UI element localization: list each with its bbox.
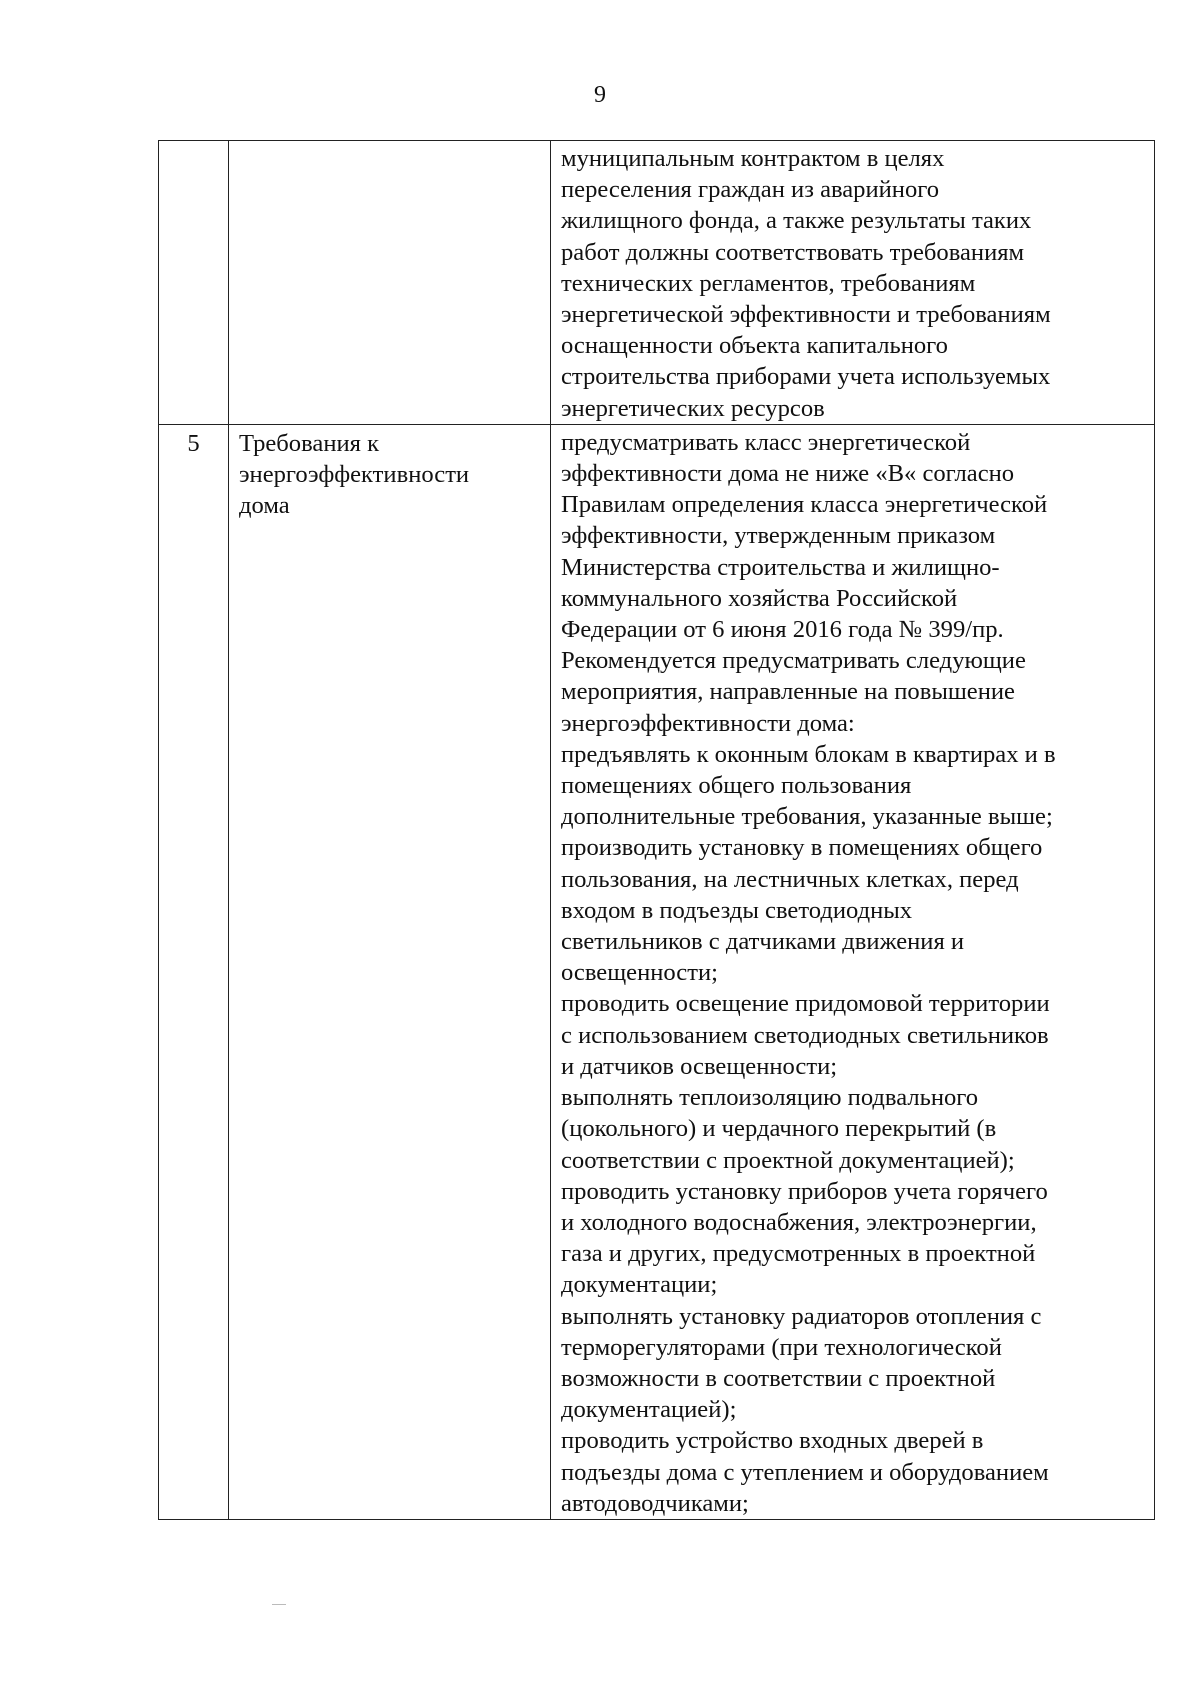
requirement-text-line: с использованием светодиодных светильников	[561, 1021, 1049, 1049]
row-number-cell: 5	[159, 424, 229, 1519]
requirement-text-line: Правилам определения класса энергетической	[561, 491, 1048, 519]
requirement-text-line: дополнительные требования, указанные выше;	[561, 803, 1053, 831]
requirement-text-line: светильников с датчиками движения и	[561, 928, 965, 956]
requirement-text-line: коммунального хозяйства Российской	[561, 584, 958, 612]
requirement-text-line: Рекомендуется предусматривать следующие	[561, 647, 1026, 675]
requirement-text-line: газа и других, предусмотренных в проектной	[561, 1240, 1036, 1268]
requirement-text-line: терморегуляторами (при технологической	[561, 1333, 1002, 1361]
requirement-text-line: энергетической эффективности и требованиям	[561, 301, 1051, 329]
requirement-text-line: энергоэффективности дома:	[561, 709, 855, 737]
requirement-title-cell	[229, 141, 551, 425]
requirement-text-line: возможности в соответствии с проектной	[561, 1364, 996, 1392]
requirement-text-line: проводить устройство входных дверей в	[561, 1427, 984, 1455]
requirement-text-line: эффективности, утвержденным приказом	[561, 522, 996, 550]
requirement-text-line: входом в подъезды светодиодных	[561, 896, 913, 924]
requirement-text-line: автодоводчиками;	[561, 1489, 749, 1517]
scan-artifact	[272, 1604, 286, 1605]
requirement-text-line: и холодного водоснабжения, электроэнергии,	[561, 1208, 1037, 1236]
requirement-text-line: и датчиков освещенности;	[561, 1052, 838, 1080]
requirement-title-cell	[229, 424, 551, 1519]
requirement-text-line: муниципальным контрактом в целях	[561, 145, 945, 172]
requirement-text-line: производить установку в помещениях общего	[561, 834, 1043, 862]
requirement-text-line: пользования, на лестничных клетках, перед	[561, 865, 1019, 893]
requirement-title-line: дома	[239, 492, 290, 520]
row-number-cell	[159, 141, 229, 425]
requirement-title-line: энергоэффективности	[239, 461, 470, 489]
table-row	[159, 424, 1155, 1519]
requirement-text-line: проводить освещение придомовой территории	[561, 990, 1050, 1018]
requirement-text-line: предусматривать класс энергетической	[561, 428, 971, 456]
requirement-text-line: соответствии с проектной документацией);	[561, 1146, 1015, 1174]
requirement-text-cell	[551, 424, 1155, 1519]
requirement-text-line: жилищного фонда, а также результаты таких	[561, 207, 1032, 235]
page-number: 9	[594, 82, 606, 108]
requirement-text-line: Федерации от 6 июня 2016 года № 399/пр.	[561, 616, 1004, 644]
requirement-text-cell	[551, 141, 1155, 425]
requirement-text-line: проводить установку приборов учета горячего	[561, 1177, 1048, 1205]
requirement-text-line: оснащенности объекта капитального	[561, 332, 948, 360]
requirement-title-line: Требования к	[239, 429, 380, 457]
requirement-text-line: работ должны соответствовать требованиям	[561, 238, 1025, 266]
requirement-text-line: предъявлять к оконным блокам в квартирах и в	[561, 740, 1056, 768]
requirement-text-line: строительства приборами учета используемых	[561, 363, 1051, 391]
requirement-text-line: выполнять теплоизоляцию подвального	[561, 1084, 979, 1112]
requirement-text-line: (цокольного) и чердачного перекрытий (в	[561, 1115, 997, 1143]
requirement-text-line: технических регламентов, требованиям	[561, 269, 976, 297]
requirement-text-line: мероприятия, направленные на повышение	[561, 678, 1015, 706]
table-row	[159, 141, 1155, 425]
requirement-text-line: документацией);	[561, 1396, 737, 1424]
requirement-text-line: подъезды дома с утеплением и оборудованием	[561, 1458, 1049, 1486]
requirement-text-line: освещенности;	[561, 959, 718, 987]
requirement-text-line: эффективности дома не ниже «В« согласно	[561, 460, 1015, 488]
requirement-text-line: документации;	[561, 1271, 718, 1299]
requirement-text-line: помещениях общего пользования	[561, 772, 912, 800]
requirement-text-line: Министерства строительства и жилищно-	[561, 553, 1000, 581]
requirement-text-line: выполнять установку радиаторов отопления с	[561, 1302, 1042, 1330]
requirement-text-line: переселения граждан из аварийного	[561, 176, 940, 204]
requirement-text-line: энергетических ресурсов	[561, 394, 825, 422]
requirements-table	[158, 140, 1155, 1520]
